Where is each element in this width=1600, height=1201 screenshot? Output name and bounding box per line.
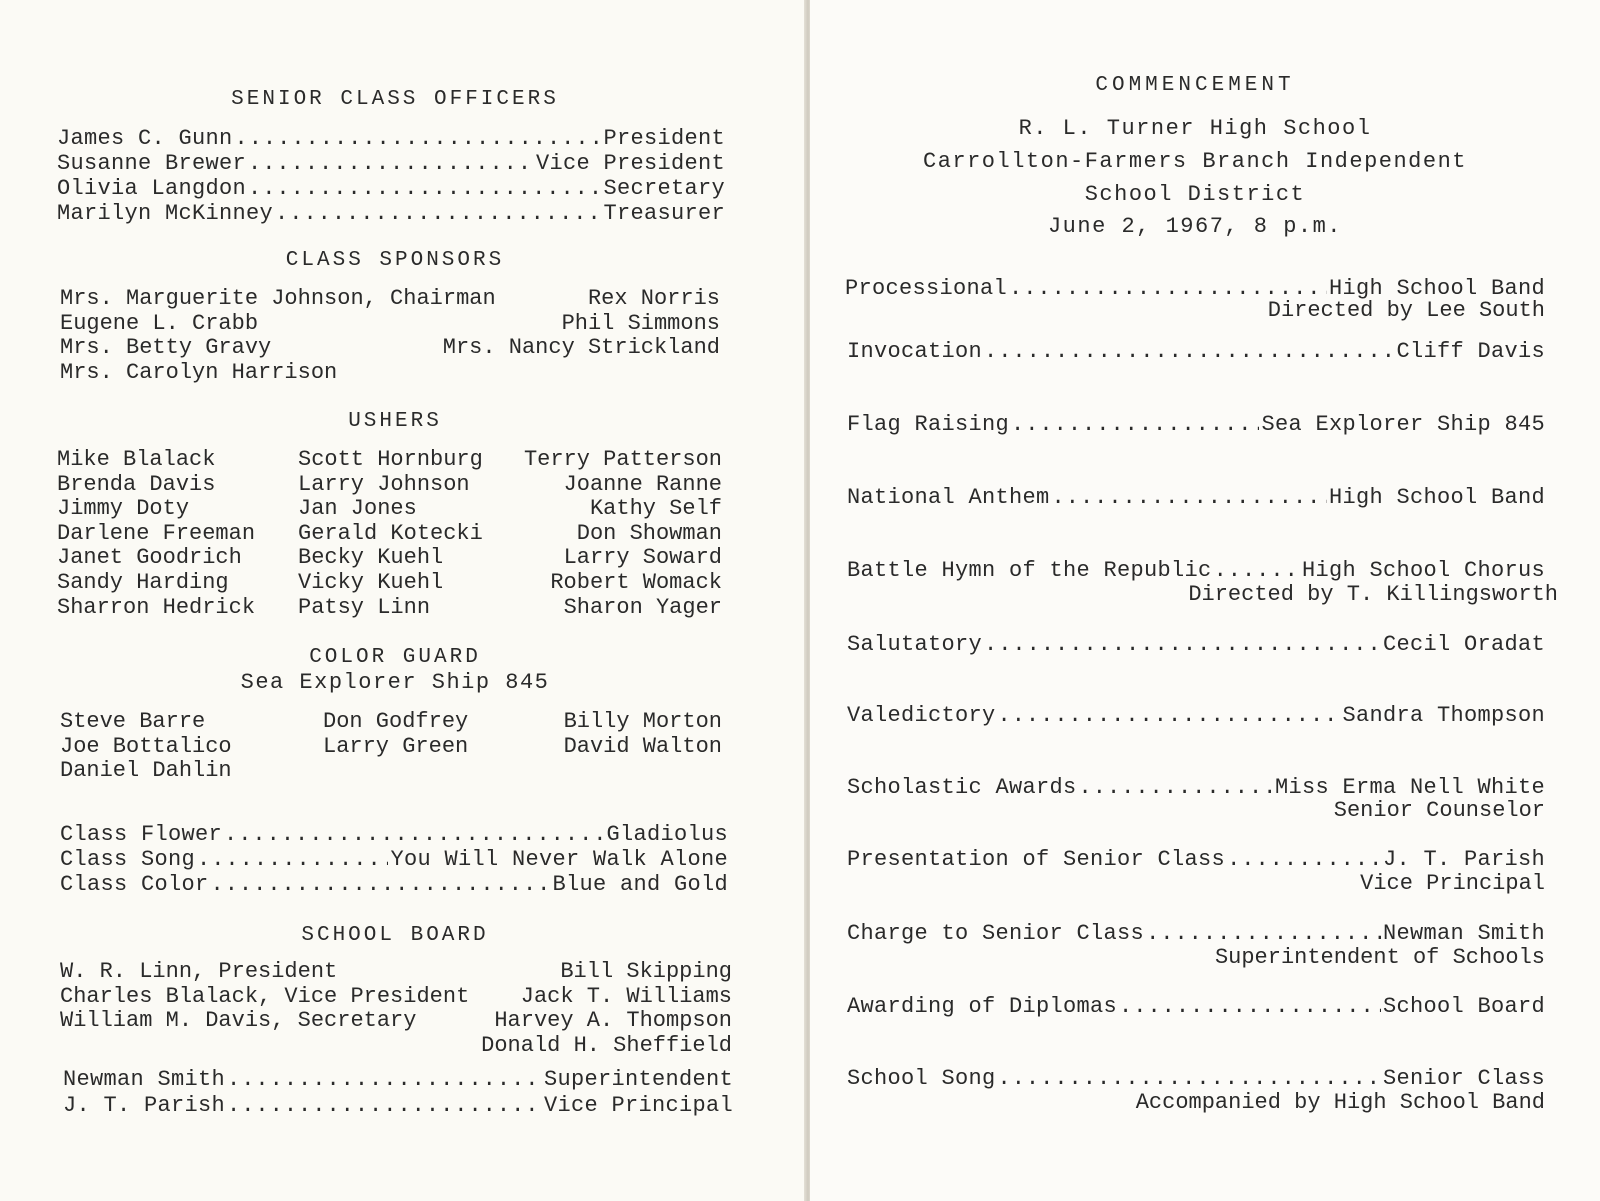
guard-name: David Walton [563, 733, 722, 759]
sponsor-name: Rex Norris [587, 286, 720, 311]
usher-name: Robert Womack [550, 569, 722, 595]
usher-name: Janet Goodrich [57, 545, 242, 571]
sponsor-name: Mrs. Marguerite Johnson, Chairman [60, 286, 496, 311]
program-item [847, 339, 1545, 364]
program-item-title: Salutatory [847, 632, 983, 657]
leader-dots [248, 176, 601, 201]
sponsors-list-1 [60, 287, 496, 385]
program-item-performer: Miss Erma Nell White [1274, 775, 1545, 800]
class-item-value: Blue and Gold [552, 872, 728, 897]
program-item-note: Directed by T. Killingsworth [1188, 582, 1558, 607]
program-item-performer: High School Band [1328, 276, 1545, 301]
program-item-performer: Cecil Oradat [1382, 632, 1545, 657]
leader-dots [197, 847, 388, 872]
administrator-row [63, 1093, 733, 1118]
school-board-list-1 [60, 960, 469, 1034]
usher-name: Becky Kuehl [298, 545, 444, 571]
color-guard-heading: COLOR GUARD [309, 646, 481, 669]
usher-name: Kathy Self [589, 496, 722, 522]
program-item-note: Senior Counselor [1333, 798, 1545, 823]
program-item-title: School Song [847, 1066, 996, 1091]
program-item [847, 632, 1545, 657]
class-item-row [60, 822, 728, 847]
guard-name: Billy Morton [563, 709, 722, 734]
board-member: Jack T. Williams [520, 983, 732, 1009]
leader-dots [211, 872, 551, 897]
guard-name: Don Godfrey [323, 709, 469, 734]
program-item [847, 703, 1545, 728]
program-item-performer: Senior Class [1382, 1066, 1545, 1091]
guard-name: Larry Green [323, 733, 469, 759]
program-item-title: National Anthem [847, 485, 1050, 510]
usher-name: Larry Johnson [298, 471, 470, 497]
usher-name: Brenda Davis [57, 471, 216, 497]
sponsor-name: Eugene L. Crabb [60, 310, 259, 336]
program-item-performer: Sea Explorer Ship 845 [1261, 412, 1545, 437]
right-page [810, 0, 1600, 1201]
officer-row [57, 176, 725, 201]
program-item-performer: Sandra Thompson [1342, 703, 1545, 728]
officer-row [57, 151, 725, 176]
officer-row [57, 126, 725, 151]
administrator-role: Superintendent [543, 1067, 733, 1092]
board-member: Donald H. Sheffield [481, 1032, 732, 1058]
program-item [847, 1066, 1545, 1091]
school-board-list-2 [470, 960, 732, 1058]
ushers-list-3 [500, 448, 722, 620]
usher-name: Sandy Harding [57, 569, 229, 595]
administrator-row [63, 1067, 733, 1092]
officer-role: President [603, 126, 725, 151]
board-member: W. R. Linn, President [60, 959, 338, 984]
ushers-list-2 [298, 448, 483, 620]
program-item-title: Charge to Senior Class [847, 921, 1145, 946]
program-item-performer: J. T. Parish [1382, 847, 1545, 872]
administrator-name: Newman Smith [63, 1067, 226, 1092]
program-item-performer: School Board [1382, 994, 1545, 1019]
leader-dots [248, 151, 534, 176]
program-item-title: Valedictory [847, 703, 996, 728]
board-member: Bill Skipping [560, 959, 732, 984]
district-line-1: Carrollton-Farmers Branch Independent [923, 149, 1467, 174]
board-member: Harvey A. Thompson [494, 1008, 732, 1034]
program-item-note: Superintendent of Schools [1214, 945, 1545, 970]
program-item-title: Battle Hymn of the Republic [847, 558, 1212, 583]
program-item [847, 485, 1545, 510]
sponsor-name: Phil Simmons [561, 310, 720, 336]
color-guard-subheading: Sea Explorer Ship 845 [240, 670, 550, 695]
usher-name: Vicky Kuehl [298, 569, 444, 595]
board-member: William M. Davis, Secretary [60, 1008, 417, 1034]
officer-row [57, 201, 725, 226]
usher-name: Don Showman [576, 520, 722, 546]
program-item [847, 921, 1545, 946]
district-line-2: School District [1084, 182, 1306, 207]
leader-dots [1079, 775, 1273, 800]
guard-name: Daniel Dahlin [60, 758, 232, 784]
leader-dots [984, 632, 1381, 657]
program-item [847, 775, 1545, 800]
commencement-title: COMMENCEMENT [1095, 74, 1295, 97]
program-item-title: Scholastic Awards [847, 775, 1077, 800]
sponsor-name: Mrs. Carolyn Harrison [60, 359, 338, 385]
program-item [847, 994, 1545, 1019]
sponsors-heading: CLASS SPONSORS [285, 249, 505, 272]
class-item-label: Class Color [60, 872, 209, 897]
ushers-list-1 [57, 448, 255, 620]
color-guard-list-2 [323, 710, 468, 759]
color-guard-list-1 [60, 710, 232, 784]
leader-dots [227, 1093, 542, 1118]
usher-name: Patsy Linn [298, 594, 431, 620]
leader-dots [1052, 485, 1327, 510]
program-item-performer: Newman Smith [1382, 921, 1545, 946]
program-item-title: Processional [845, 276, 1008, 301]
usher-name: Jimmy Doty [57, 496, 190, 522]
leader-dots [1146, 921, 1381, 946]
guard-name: Joe Bottalico [60, 733, 232, 759]
officer-name: Marilyn McKinney [57, 201, 274, 226]
class-item-value: Gladiolus [606, 822, 728, 847]
leader-dots [1011, 412, 1259, 437]
usher-name: Joanne Ranne [563, 471, 722, 497]
leader-dots [224, 822, 604, 847]
program-item [847, 558, 1545, 583]
program-item-note: Accompanied by High School Band [1135, 1090, 1545, 1115]
usher-name: Sharron Hedrick [57, 594, 256, 620]
class-item-label: Class Song [60, 847, 196, 872]
usher-name: Terry Patterson [523, 447, 722, 472]
administrator-role: Vice Principal [543, 1093, 733, 1118]
leader-dots [998, 703, 1341, 728]
school-name: R. L. Turner High School [1018, 116, 1372, 141]
class-item-value: You Will Never Walk Alone [390, 847, 728, 872]
program-item-performer: High School Band [1328, 485, 1545, 510]
usher-name: Sharon Yager [563, 594, 722, 620]
leader-dots [227, 1067, 542, 1092]
officer-role: Treasurer [603, 201, 725, 226]
officer-role: Secretary [603, 176, 725, 201]
program-item-title: Flag Raising [847, 412, 1010, 437]
usher-name: Darlene Freeman [57, 520, 256, 546]
leader-dots [235, 126, 602, 151]
sponsors-list-2 [440, 287, 720, 361]
program-item [847, 412, 1545, 437]
usher-name: Scott Hornburg [298, 447, 483, 472]
ushers-heading: USHERS [348, 410, 442, 433]
officer-name: Olivia Langdon [57, 176, 247, 201]
color-guard-list-3 [520, 710, 722, 759]
sponsor-name: Mrs. Betty Gravy [60, 335, 272, 361]
leader-dots [1227, 847, 1381, 872]
school-board-heading: SCHOOL BOARD [301, 924, 489, 947]
usher-name: Gerald Kotecki [298, 520, 483, 546]
class-item-row [60, 847, 728, 872]
usher-name: Mike Blalack [57, 447, 216, 472]
class-item-label: Class Flower [60, 822, 223, 847]
program-item [847, 847, 1545, 872]
guard-name: Steve Barre [60, 709, 206, 734]
leader-dots [998, 1066, 1381, 1091]
officer-name: James C. Gunn [57, 126, 233, 151]
program-item-title: Awarding of Diplomas [847, 994, 1118, 1019]
sponsor-name: Mrs. Nancy Strickland [442, 335, 720, 361]
event-date: June 2, 1967, 8 p.m. [1047, 214, 1343, 239]
program-item-title: Presentation of Senior Class [847, 847, 1226, 872]
officer-name: Susanne Brewer [57, 151, 247, 176]
leader-dots [984, 339, 1394, 364]
program-item-performer: High School Chorus [1301, 558, 1545, 583]
usher-name: Larry Soward [563, 545, 722, 571]
program-item-note: Directed by Lee South [1267, 298, 1545, 323]
usher-name: Jan Jones [298, 496, 417, 522]
class-item-row [60, 872, 728, 897]
leader-dots [275, 201, 601, 226]
leader-dots [1214, 558, 1300, 583]
program-item-note: Vice Principal [1360, 871, 1545, 896]
officer-role: Vice President [535, 151, 725, 176]
administrator-name: J. T. Parish [63, 1093, 226, 1118]
leader-dots [1119, 994, 1381, 1019]
program-item-title: Invocation [847, 339, 983, 364]
board-member: Charles Blalack, Vice President [60, 983, 470, 1009]
officers-heading: SENIOR CLASS OFFICERS [231, 88, 559, 111]
program-item-performer: Cliff Davis [1396, 339, 1545, 364]
